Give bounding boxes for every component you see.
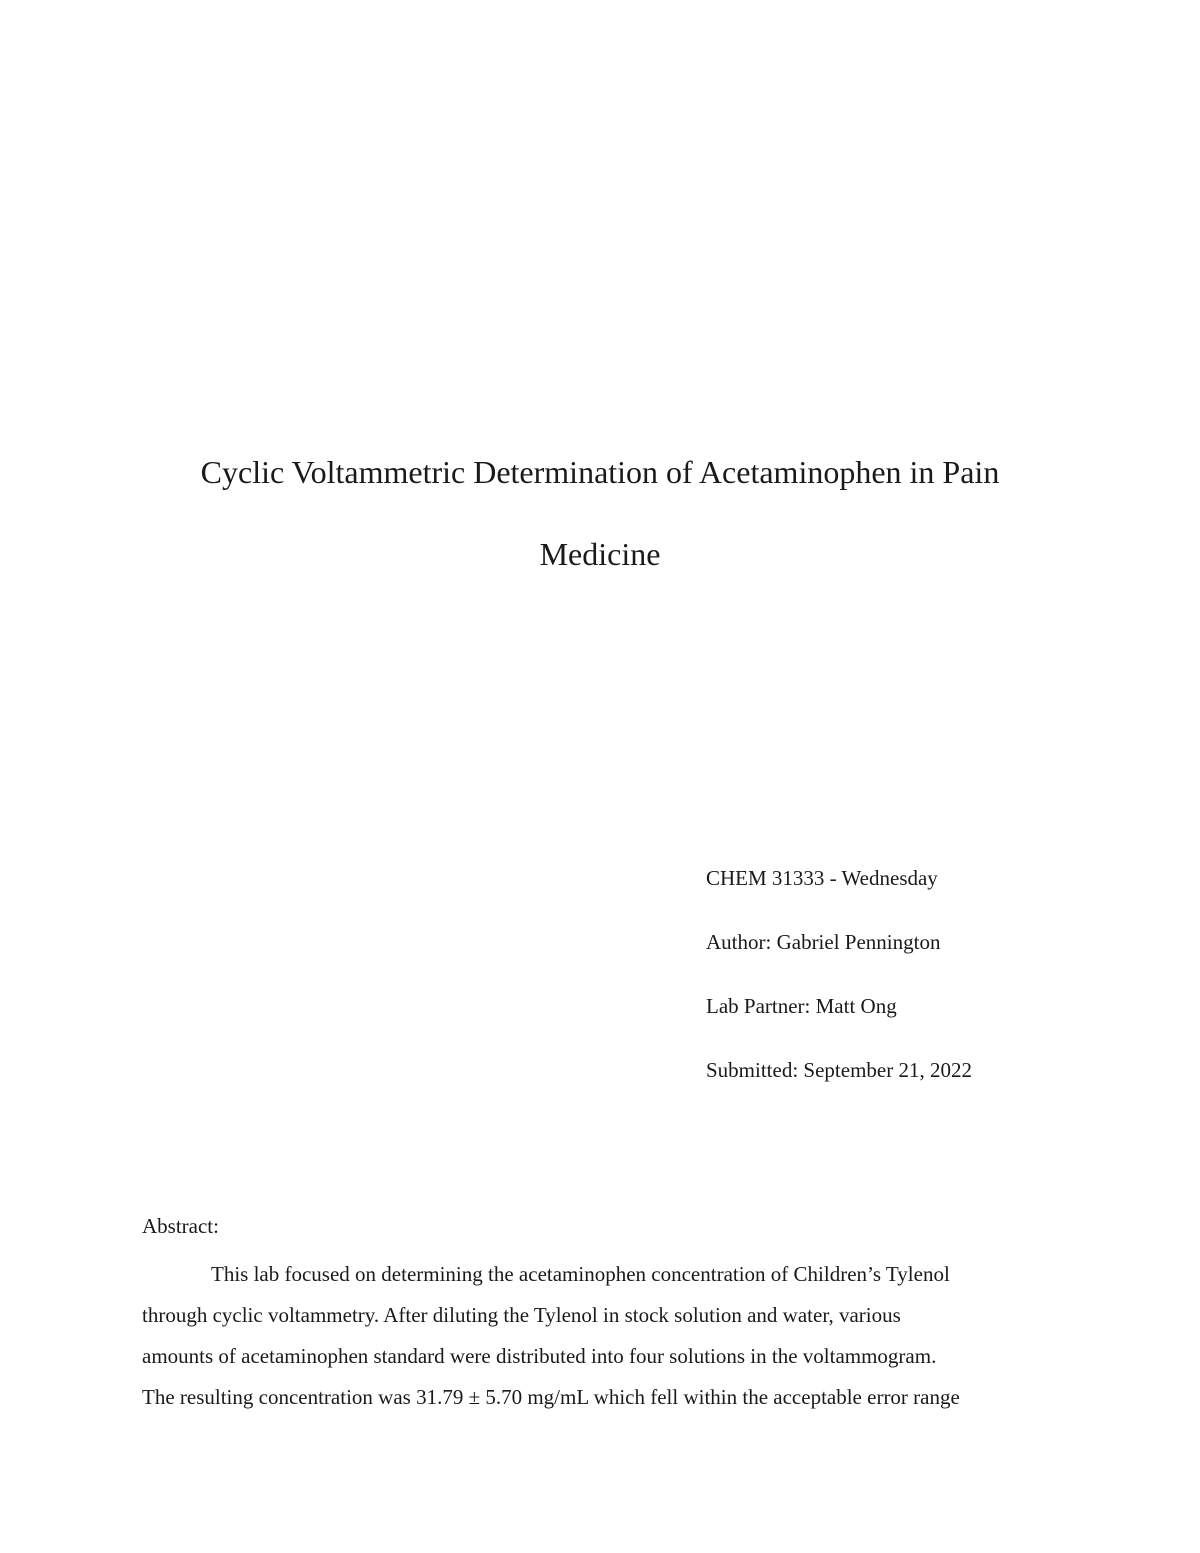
abstract-heading: Abstract: — [142, 1214, 219, 1238]
document-title — [0, 456, 1200, 580]
abstract-line: The resulting concentration was 31.79 ± 5.70 mg/mL which fell within the acceptable error range — [142, 1385, 960, 1409]
lab-partner-line: Lab Partner: Matt Ong — [706, 994, 897, 1018]
submitted-date-line: Submitted: September 21, 2022 — [706, 1058, 972, 1082]
abstract-line: through cyclic voltammetry. After diluting the Tylenol in stock solution and water, various — [142, 1303, 901, 1327]
abstract-line: This lab focused on determining the acetaminophen concentration of Children’s Tylenol — [211, 1262, 950, 1286]
submission-info — [706, 864, 1166, 1120]
abstract-section — [142, 1212, 1062, 1418]
abstract-line: amounts of acetaminophen standard were distributed into four solutions in the voltammogram. — [142, 1344, 937, 1368]
title-line-2: Medicine — [539, 536, 661, 572]
author-line: Author: Gabriel Pennington — [706, 930, 941, 954]
course-line: CHEM 31333 - Wednesday — [706, 866, 938, 890]
title-line-1: Cyclic Voltammetric Determination of Acetaminophen in Pain — [200, 454, 1000, 490]
